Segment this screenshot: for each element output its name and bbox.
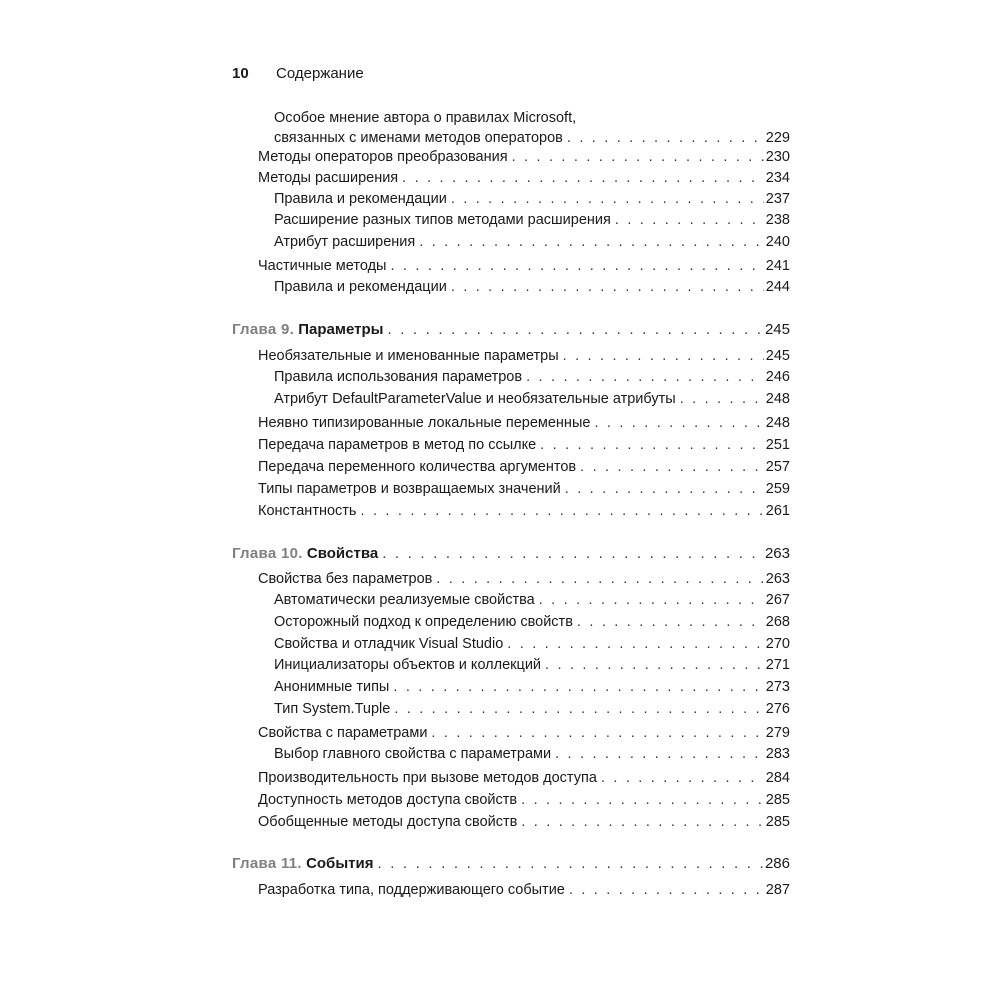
toc-entry	[232, 108, 790, 146]
toc-page-number: 267	[765, 592, 790, 608]
toc-page-number: 237	[765, 191, 790, 207]
dot-leader	[390, 256, 763, 276]
toc-entry	[232, 655, 790, 677]
toc-entry-title: связанных с именами методов операторов	[274, 130, 563, 146]
toc-page-number: 257	[765, 459, 790, 475]
toc-page-number: 276	[765, 701, 790, 717]
dot-leader	[545, 655, 764, 675]
toc-entry	[232, 147, 790, 169]
toc-entry-title: Инициализаторы объектов и коллекций	[274, 657, 542, 673]
toc-entry	[232, 346, 790, 368]
chapter-name: События	[306, 855, 374, 872]
toc-entry	[232, 168, 790, 190]
toc-entry-title: Тип System.Tuple	[274, 701, 391, 717]
toc-entry	[232, 723, 790, 745]
toc-entry-title: Методы расширения	[258, 170, 399, 186]
toc-entry	[232, 479, 790, 501]
toc-page-number: 229	[765, 130, 790, 146]
dot-leader	[540, 435, 764, 455]
dot-leader	[569, 880, 764, 900]
chapter-title	[232, 320, 383, 340]
page-number: 10	[232, 65, 249, 82]
toc-entry-title: Атрибут расширения	[274, 234, 416, 250]
toc-entry	[232, 590, 790, 612]
toc-entry-title-line: Особое мнение автора о правилах Microsoft,	[274, 110, 577, 126]
chapter-name: Свойства	[306, 545, 379, 562]
toc-entry	[232, 612, 790, 634]
dot-leader	[567, 128, 764, 148]
toc-entry	[232, 232, 790, 254]
toc-entry	[232, 413, 790, 435]
toc-chapter-entry	[232, 320, 790, 342]
dot-leader	[594, 413, 763, 433]
toc-page-number: 284	[765, 770, 790, 786]
toc-entry	[232, 744, 790, 766]
toc-page-number: 238	[765, 212, 790, 228]
toc-entry-title: Частичные методы	[258, 258, 387, 274]
toc-page-number: 245	[765, 348, 790, 364]
toc-entry	[232, 880, 790, 902]
toc-entry	[232, 569, 790, 591]
toc-entry	[232, 457, 790, 479]
toc-entry-title: Разработка типа, поддерживающего событие	[258, 882, 565, 898]
dot-leader	[521, 790, 764, 810]
toc-entry-title: Передача параметров в метод по ссылке	[258, 437, 537, 453]
toc-entry-title: Свойства и отладчик Visual Studio	[274, 636, 504, 652]
toc-page-number: 261	[765, 503, 790, 519]
dot-leader	[615, 210, 764, 230]
dot-leader	[419, 232, 764, 252]
chapter-title	[232, 544, 378, 564]
toc-entry-title: Автоматически реализуемые свойства	[274, 592, 535, 608]
toc-page-number: 271	[765, 657, 790, 673]
toc-entry	[232, 210, 790, 232]
toc-page-number: 263	[765, 571, 790, 587]
toc-page-number: 234	[765, 170, 790, 186]
chapter-number: Глава 10.	[232, 545, 303, 562]
toc-entry-title: Обобщенные методы доступа свойств	[258, 814, 518, 830]
dot-leader	[360, 501, 763, 521]
toc-page-number: 287	[765, 882, 790, 898]
toc-chapter-entry	[232, 544, 790, 566]
toc-entry-title: Методы операторов преобразования	[258, 149, 508, 165]
toc-page-number: 263	[764, 545, 790, 562]
dot-leader	[512, 147, 764, 167]
toc-entry-title: Неявно типизированные локальные переменные	[258, 415, 591, 431]
running-title: Содержание	[276, 65, 364, 82]
toc-entry-title: Типы параметров и возвращаемых значений	[258, 481, 561, 497]
toc-page-number: 241	[765, 258, 790, 274]
dot-leader	[565, 479, 764, 499]
toc-entry	[232, 367, 790, 389]
toc-entry	[232, 389, 790, 411]
toc-entry-title: Выбор главного свойства с параметрами	[274, 746, 552, 762]
toc-entry-title: Производительность при вызове методов доступа	[258, 770, 597, 786]
toc-entry-title: Правила и рекомендации	[274, 191, 447, 207]
toc-entry-title: Константность	[258, 503, 357, 519]
toc-entry-title: Необязательные и именованные параметры	[258, 348, 559, 364]
dot-leader	[555, 744, 764, 764]
toc-entry	[232, 277, 790, 299]
dot-leader	[539, 590, 764, 610]
toc-entry	[232, 634, 790, 656]
toc-entry-title: Анонимные типы	[274, 679, 390, 695]
dot-leader	[387, 320, 763, 340]
toc-entry-title: Атрибут DefaultParameterValue и необязательные атрибуты	[274, 391, 676, 407]
dot-leader	[507, 634, 764, 654]
dot-leader	[436, 569, 763, 589]
dot-leader	[377, 854, 763, 874]
toc-entry-title: Свойства без параметров	[258, 571, 433, 587]
toc-page-number: 285	[765, 792, 790, 808]
chapter-number: Глава 9.	[232, 321, 295, 338]
dot-leader	[601, 768, 764, 788]
running-header	[232, 64, 364, 84]
dot-leader	[393, 677, 763, 697]
toc-entry-title: Правила использования параметров	[274, 369, 523, 385]
toc-entry	[232, 677, 790, 699]
dot-leader	[451, 189, 764, 209]
dot-leader	[394, 699, 763, 719]
toc-page-number: 283	[765, 746, 790, 762]
toc-page-number: 246	[765, 369, 790, 385]
toc-entry	[232, 790, 790, 812]
toc-chapter-entry	[232, 854, 790, 876]
chapter-title	[232, 854, 373, 874]
toc-page-number: 279	[765, 725, 790, 741]
dot-leader	[451, 277, 764, 297]
toc-entry	[232, 189, 790, 211]
toc-page-number: 230	[765, 149, 790, 165]
toc-page-number: 248	[765, 415, 790, 431]
chapter-name: Параметры	[298, 321, 384, 338]
toc-page-number: 270	[765, 636, 790, 652]
toc-page-number: 268	[765, 614, 790, 630]
toc-page-number: 286	[764, 855, 790, 872]
toc-entry-title: Доступность методов доступа свойств	[258, 792, 518, 808]
toc-entry	[232, 699, 790, 721]
toc-page-number: 273	[765, 679, 790, 695]
toc-page-number: 251	[765, 437, 790, 453]
dot-leader	[680, 389, 764, 409]
toc-page-number: 248	[765, 391, 790, 407]
toc-page-number: 285	[765, 814, 790, 830]
toc-page-number: 240	[765, 234, 790, 250]
dot-leader	[563, 346, 764, 366]
dot-leader	[580, 457, 764, 477]
toc-entry	[232, 768, 790, 790]
toc-entry-title: Осторожный подход к определению свойств	[274, 614, 573, 630]
toc-entry-title: Правила и рекомендации	[274, 279, 447, 295]
toc-entry	[232, 501, 790, 523]
toc-entry	[232, 256, 790, 278]
toc-page-number: 259	[765, 481, 790, 497]
dot-leader	[402, 168, 764, 188]
toc-entry	[232, 435, 790, 457]
dot-leader	[382, 544, 763, 564]
dot-leader	[577, 612, 764, 632]
toc-page-number: 244	[765, 279, 790, 295]
toc-entry-title: Свойства с параметрами	[258, 725, 428, 741]
dot-leader	[521, 812, 763, 832]
toc-entry-title: Передача переменного количества аргументов	[258, 459, 577, 475]
toc-entry-title: Расширение разных типов методами расширения	[274, 212, 611, 228]
toc-page-number: 245	[764, 321, 790, 338]
dot-leader	[526, 367, 764, 387]
chapter-number: Глава 11.	[232, 855, 302, 872]
toc-entry	[232, 812, 790, 834]
dot-leader	[431, 723, 763, 743]
